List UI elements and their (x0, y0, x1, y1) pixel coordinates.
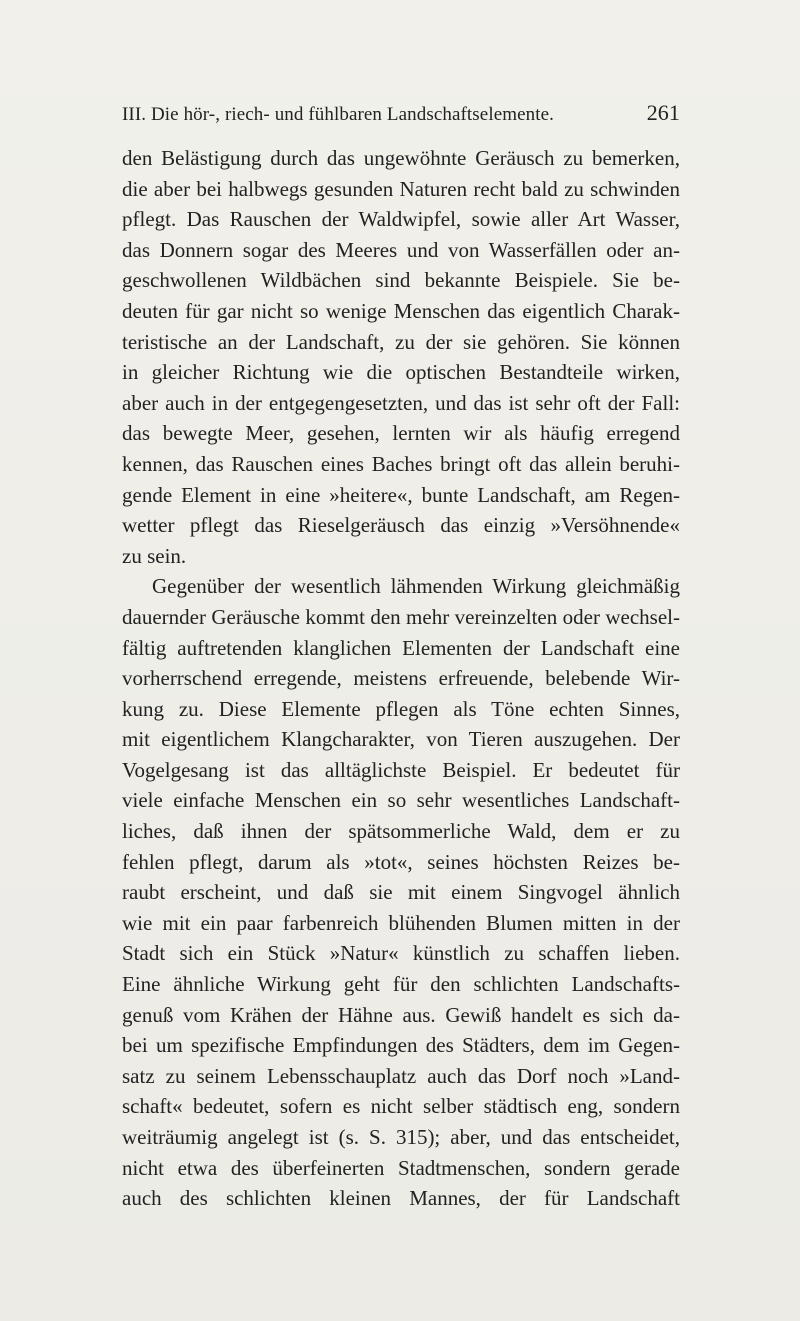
text-line: wie mit ein paar farbenreich blühenden Blumen mitten in der (122, 910, 680, 935)
text-line: Stadt sich ein Stück »Natur« künstlich zu schaffen lieben. (122, 941, 680, 966)
text-line: viele einfache Menschen ein so sehr wesentliches Landschaft- (122, 788, 680, 813)
text-line: Vogelgesang ist das alltäglichste Beispiel. Er bedeutet für (122, 757, 680, 782)
text-line: kung zu. Diese Elemente pflegen als Töne echten Sinnes, (122, 696, 680, 721)
text-line: genuß vom Krähen der Hähne aus. Gewiß handelt es sich da- (122, 1002, 680, 1027)
text-line: fältig auftretenden klanglichen Elementen der Landschaft eine (122, 635, 680, 660)
body-text (122, 143, 680, 1214)
text-line: Eine ähnliche Wirkung geht für den schlichten Landschafts- (122, 972, 680, 997)
page-number: 261 (646, 100, 680, 125)
text-line: fehlen pflegt, darum als »tot«, seines höchsten Reizes be- (122, 849, 680, 874)
text-line: wetter pflegt das Rieselgeräusch das einzig »Versöhnende« (122, 513, 680, 538)
text-line: mit eigentlichem Klangcharakter, von Tieren auszugehen. Der (122, 727, 680, 752)
text-line: Gegenüber der wesentlich lähmenden Wirkung gleichmäßig (152, 574, 680, 599)
text-line: weiträumig angelegt ist (s. S. 315); aber, und das entscheidet, (122, 1125, 680, 1149)
text-line: deuten für gar nicht so wenige Menschen das eigentlich Charak- (122, 298, 680, 323)
running-title: III. Die hör-, riech- und fühlbaren Landschaftselemente. (122, 104, 555, 125)
paragraph-2 (122, 571, 680, 1213)
text-line: liches, daß ihnen der spätsommerliche Wald, dem er zu (122, 819, 680, 844)
text-line: pflegt. Das Rauschen der Waldwipfel, sowie aller Art Wasser, (122, 207, 680, 232)
text-line: das bewegte Meer, gesehen, lernten wir als häufig erregend (122, 421, 680, 446)
text-line: teristische an der Landschaft, zu der sie gehören. Sie können (122, 329, 680, 354)
text-line: gende Element in eine »heitere«, bunte Landschaft, am Regen- (122, 482, 680, 507)
text-line: vorherrschend erregende, meistens erfreuende, belebende Wir- (122, 666, 680, 691)
text-line: schaft« bedeutet, sofern es nicht selber städtisch eng, sondern (122, 1094, 680, 1119)
text-line: zu sein. (122, 543, 187, 568)
text-line: den Belästigung durch das ungewöhnte Geräusch zu bemerken, (122, 146, 680, 170)
paragraph-1 (122, 143, 680, 571)
text-line: die aber bei halbwegs gesunden Naturen recht bald zu schwinden (122, 176, 680, 201)
text-line: raubt erscheint, und daß sie mit einem Singvogel ähnlich (122, 880, 680, 905)
text-line: aber auch in der entgegengesetzten, und das ist sehr oft der Fall: (122, 390, 680, 415)
text-line: auch des schlichten kleinen Mannes, der für Landschaft (122, 1186, 680, 1211)
text-line: bei um spezifische Empfindungen des Städters, dem im Gegen- (122, 1033, 680, 1058)
text-line: dauernder Geräusche kommt den mehr vereinzelten oder wechsel- (122, 604, 680, 629)
text-line: in gleicher Richtung wie die optischen Bestandteile wirken, (122, 360, 680, 385)
running-header (122, 100, 680, 126)
text-line: das Donnern sogar des Meeres und von Wasserfällen oder an- (122, 237, 680, 262)
text-line: kennen, das Rauschen eines Baches bringt oft das allein beruhi- (122, 451, 680, 476)
text-line: nicht etwa des überfeinerten Stadtmenschen, sondern gerade (122, 1155, 680, 1180)
text-line: satz zu seinem Lebensschauplatz auch das Dorf noch »Land- (122, 1063, 680, 1088)
text-line: geschwollenen Wildbächen sind bekannte Beispiele. Sie be- (122, 268, 680, 293)
